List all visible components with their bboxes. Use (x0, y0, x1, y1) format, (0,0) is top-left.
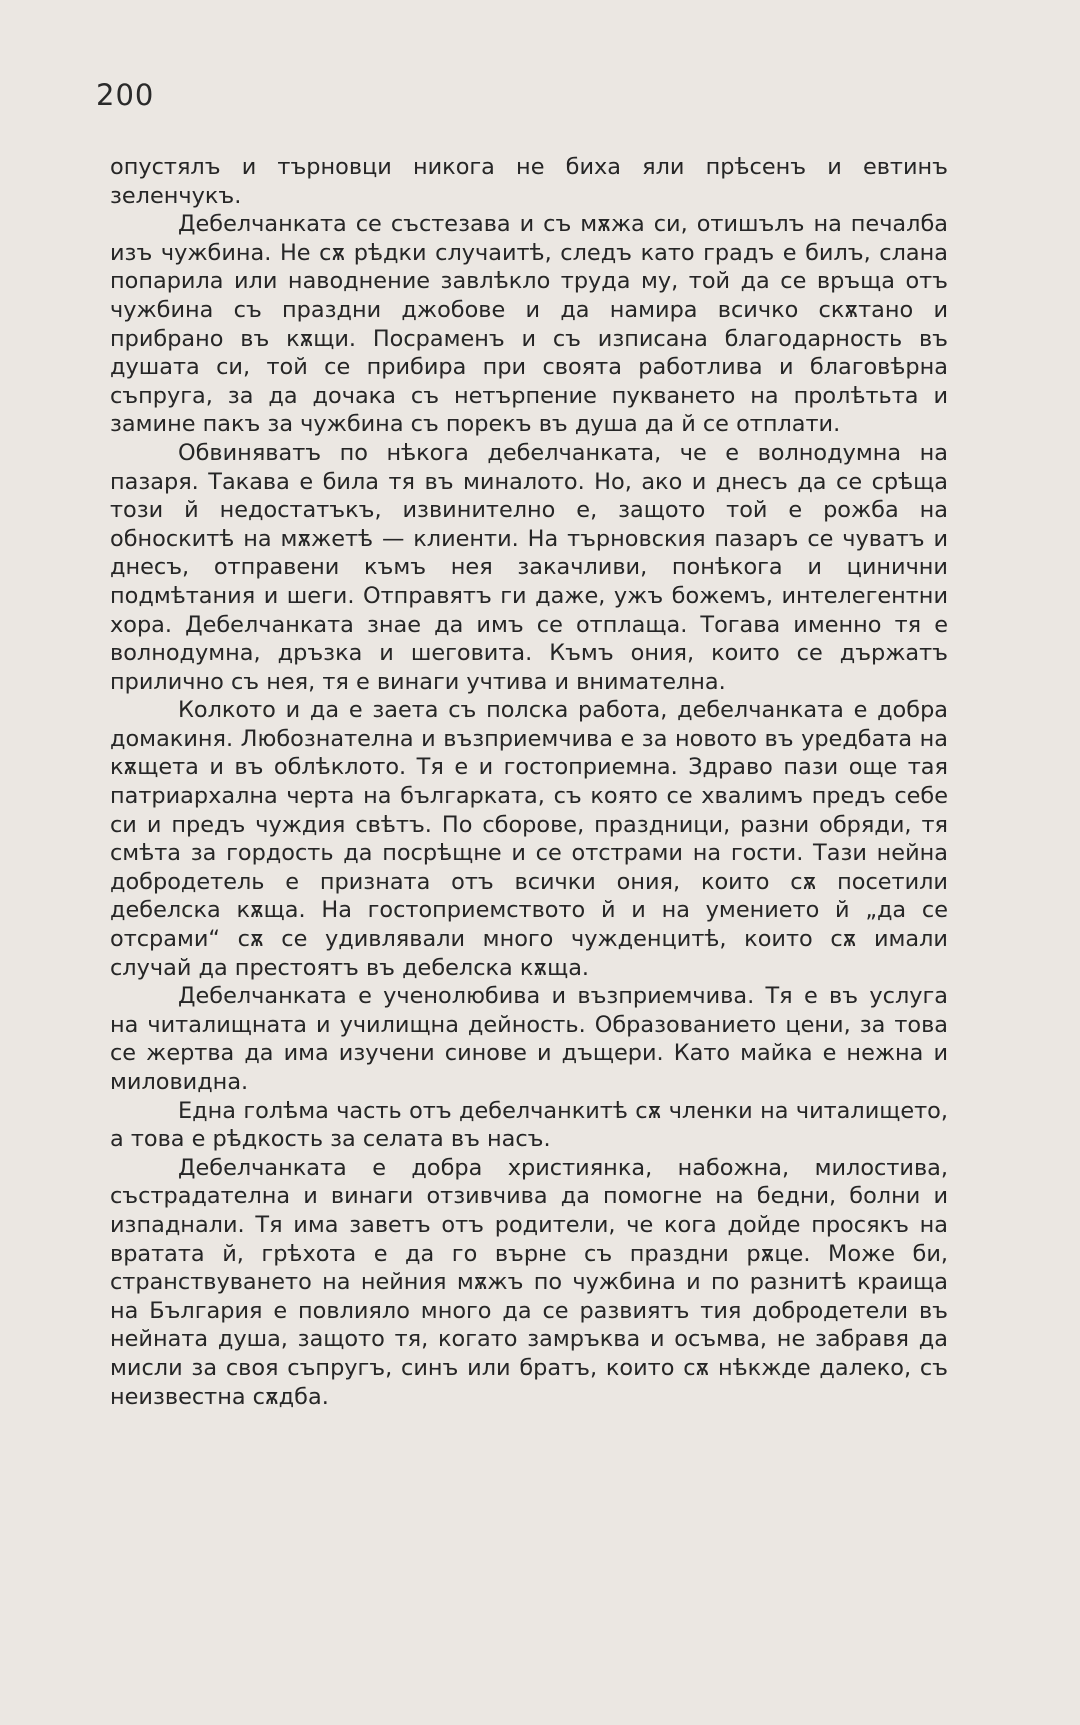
paragraph-2: Дебелчанката се състезава и съ мѫжа си, отишълъ на печалба изъ чужбина. Не сѫ рѣдки случаитѣ, следъ като градъ е билъ, слана попарила или наводнение завлѣкло труда му, той да се връща отъ чужбина съ праздни джобове и да намира всичко скѫтано и прибрано въ кѫщи. Посраменъ и съ изписана благодарность въ душата си, той се прибира при своята работлива и благовѣрна съпруга, за да дочака съ нетърпение пукването на пролѣтьта и замине пакъ за чужбина съ порекъ въ душа да й се отплати. (110, 211, 948, 438)
paragraph-6: Една голѣма часть отъ дебелчанкитѣ сѫ членки на читалището, а това е рѣдкость за селата въ насъ. (110, 1097, 948, 1153)
page-number: 200 (96, 78, 155, 112)
paragraph-3: Обвиняватъ по нѣкога дебелчанката, че е волнодумна на пазаря. Такава е била тя въ миналото. Но, ако и днесъ да се срѣща този й недостатъкъ, извинително е, защото той е рожба на обноскитѣ на мѫжетѣ — клиенти. На търновския пазаръ се чуватъ и днесъ, отправени къмъ нея закачливи, понѣкога и цинични подмѣтания и шеги. Отправятъ ги даже, ужъ божемъ, интелегентни хора. Дебелчанката знае да имъ се отплаща. Тогава именно тя е волнодумна, дръзка и шеговита. Къмъ ония, които се държатъ прилично съ нея, тя е винаги учтива и внимателна. (110, 439, 948, 695)
body-text (110, 153, 948, 1411)
paragraph-1: опустялъ и търновци никога не биха яли прѣсенъ и евтинъ зеленчукъ. (110, 154, 948, 209)
paragraph-4: Колкото и да е заета съ полска работа, дебелчанката е добра домакиня. Любознателна и възприемчива е за новото въ уредбата на кѫщета и въ облѣклото. Тя е и гостоприемна. Здраво пази още тая патриархална черта на българката, съ която се хвалимъ предъ себе си и предъ чуждия свѣтъ. По сборове, праздници, разни обряди, тя смѣта за гордость да посрѣщне и се отстрами на гости. Тази нейна добродетель е призната отъ всички ония, които сѫ посетили дебелска кѫща. На гостоприемството й и на умението й „да се отсрами“ сѫ се удивлявали много чужденцитѣ, които сѫ имали случай да престоятъ въ дебелска кѫща. (110, 697, 948, 981)
paragraph-5: Дебелчанката е ученолюбива и възприемчива. Тя е въ услуга на читалищната и училищна дейность. Образованието цени, за това се жертва да има изучени синове и дъщери. Като майка е нежна и миловидна. (110, 983, 948, 1095)
paragraph-7: Дебелчанката е добра християнка, набожна, милостива, състрадателна и винаги отзивчива да помогне на бедни, болни и изпаднали. Тя има заветъ отъ родители, че кога дойде просякъ на вратата й, грѣхота е да го върне съ праздни рѫце. Може би, странствуването на нейния мѫжъ по чужбина и по разнитѣ краища на България е повлияло много да се развиятъ тия добродетели въ нейната душа, защото тя, когато замръква и осъмва, не забравя да мисли за своя съпругъ, синъ или братъ, които сѫ нѣкжде далеко, съ неизвестна сѫдба. (110, 1154, 948, 1410)
